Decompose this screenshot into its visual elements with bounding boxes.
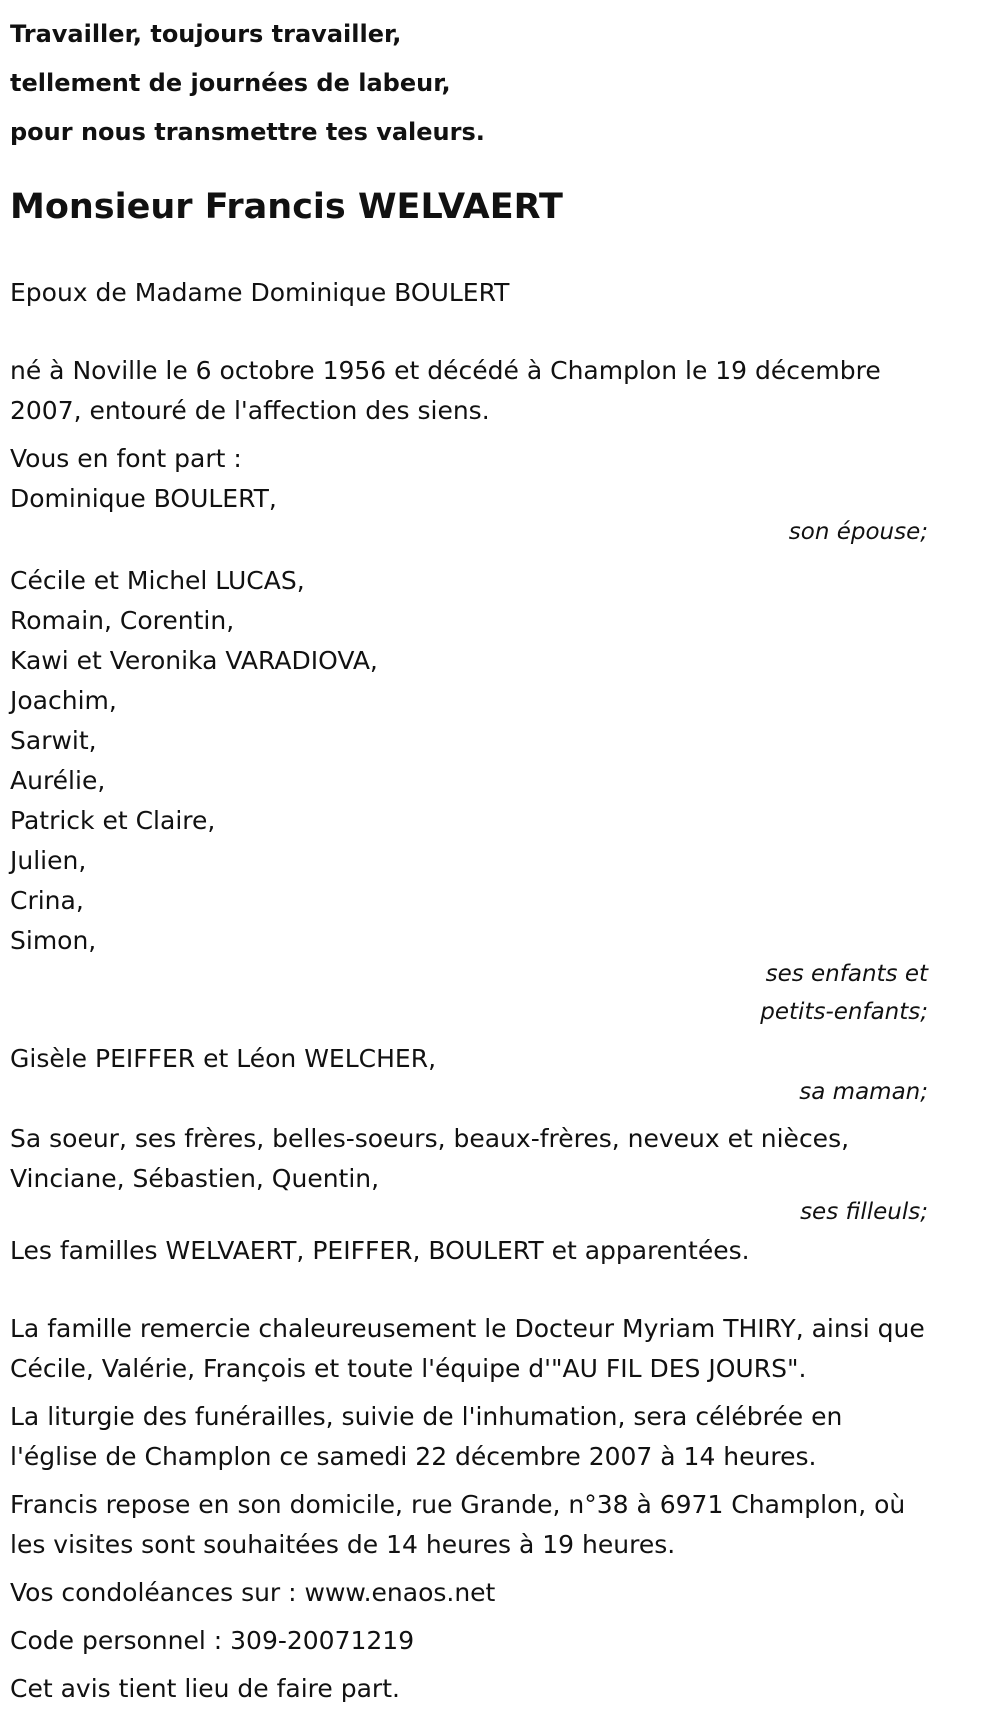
family-announcement: [10, 439, 928, 1271]
families-line: Les familles WELVAERT, PEIFFER, BOULERT et apparentées.: [10, 1236, 750, 1265]
announce-intro: Vous en font part :: [10, 444, 242, 473]
closing-text: Cet avis tient lieu de faire part.: [10, 1674, 400, 1703]
children-role-line-1: ses enfants et: [765, 961, 928, 987]
list-item: Sarwit,: [10, 726, 97, 755]
spouse-line: Epoux de Madame Dominique BOULERT: [10, 278, 510, 307]
list-item: Patrick et Claire,: [10, 806, 216, 835]
mother-role: sa maman;: [799, 1079, 928, 1105]
poem-line-1: Travailler, toujours travailler,: [10, 20, 402, 48]
godchildren-role: ses filleuls;: [800, 1199, 928, 1225]
godchildren-names: Vinciane, Sébastien, Quentin,: [10, 1164, 380, 1193]
birth-death-text: né à Noville le 6 octobre 1956 et décédé à Champlon le 19 décembre 2007, entouré de l'affection des siens.: [10, 356, 881, 425]
funeral-text: La liturgie des funérailles, suivie de l'inhumation, sera célébrée en l'église de Champlon ce samedi 22 décembre 2007 à 14 heures.: [10, 1402, 843, 1471]
condolences-text: Vos condoléances sur : www.enaos.net: [10, 1578, 496, 1607]
list-item: Cécile et Michel LUCAS,: [10, 566, 305, 595]
list-item: Kawi et Veronika VARADIOVA,: [10, 646, 378, 675]
deceased-name: Monsieur Francis WELVAERT: [10, 187, 563, 227]
list-item: Joachim,: [10, 686, 117, 715]
list-item: Romain, Corentin,: [10, 606, 235, 635]
list-item: Aurélie,: [10, 766, 106, 795]
personal-code: Code personnel : 309-20071219: [10, 1626, 415, 1655]
list-item: Crina,: [10, 886, 84, 915]
poem-line-2: tellement de journées de labeur,: [10, 69, 451, 97]
thanks-text: La famille remercie chaleureusement le Docteur Myriam THIRY, ainsi que Cécile, Valérie, François et toute l'équipe d'"AU FIL DES JOURS".: [10, 1314, 925, 1383]
poem-line-3: pour nous transmettre tes valeurs.: [10, 118, 485, 146]
mother-name: Gisèle PEIFFER et Léon WELCHER,: [10, 1044, 437, 1073]
children-role-line-2: petits-enfants;: [760, 999, 928, 1025]
list-item: Julien,: [10, 846, 87, 875]
list-item: Simon,: [10, 926, 97, 955]
opening-poem: [10, 0, 928, 157]
visits-text: Francis repose en son domicile, rue Grande, n°38 à 6971 Champlon, où les visites sont souhaitées de 14 heures à 19 heures.: [10, 1490, 906, 1559]
spouse-name: Dominique BOULERT,: [10, 484, 277, 513]
siblings-line: Sa soeur, ses frères, belles-soeurs, beaux-frères, neveux et nièces,: [10, 1124, 850, 1153]
spouse-role: son épouse;: [788, 519, 928, 545]
